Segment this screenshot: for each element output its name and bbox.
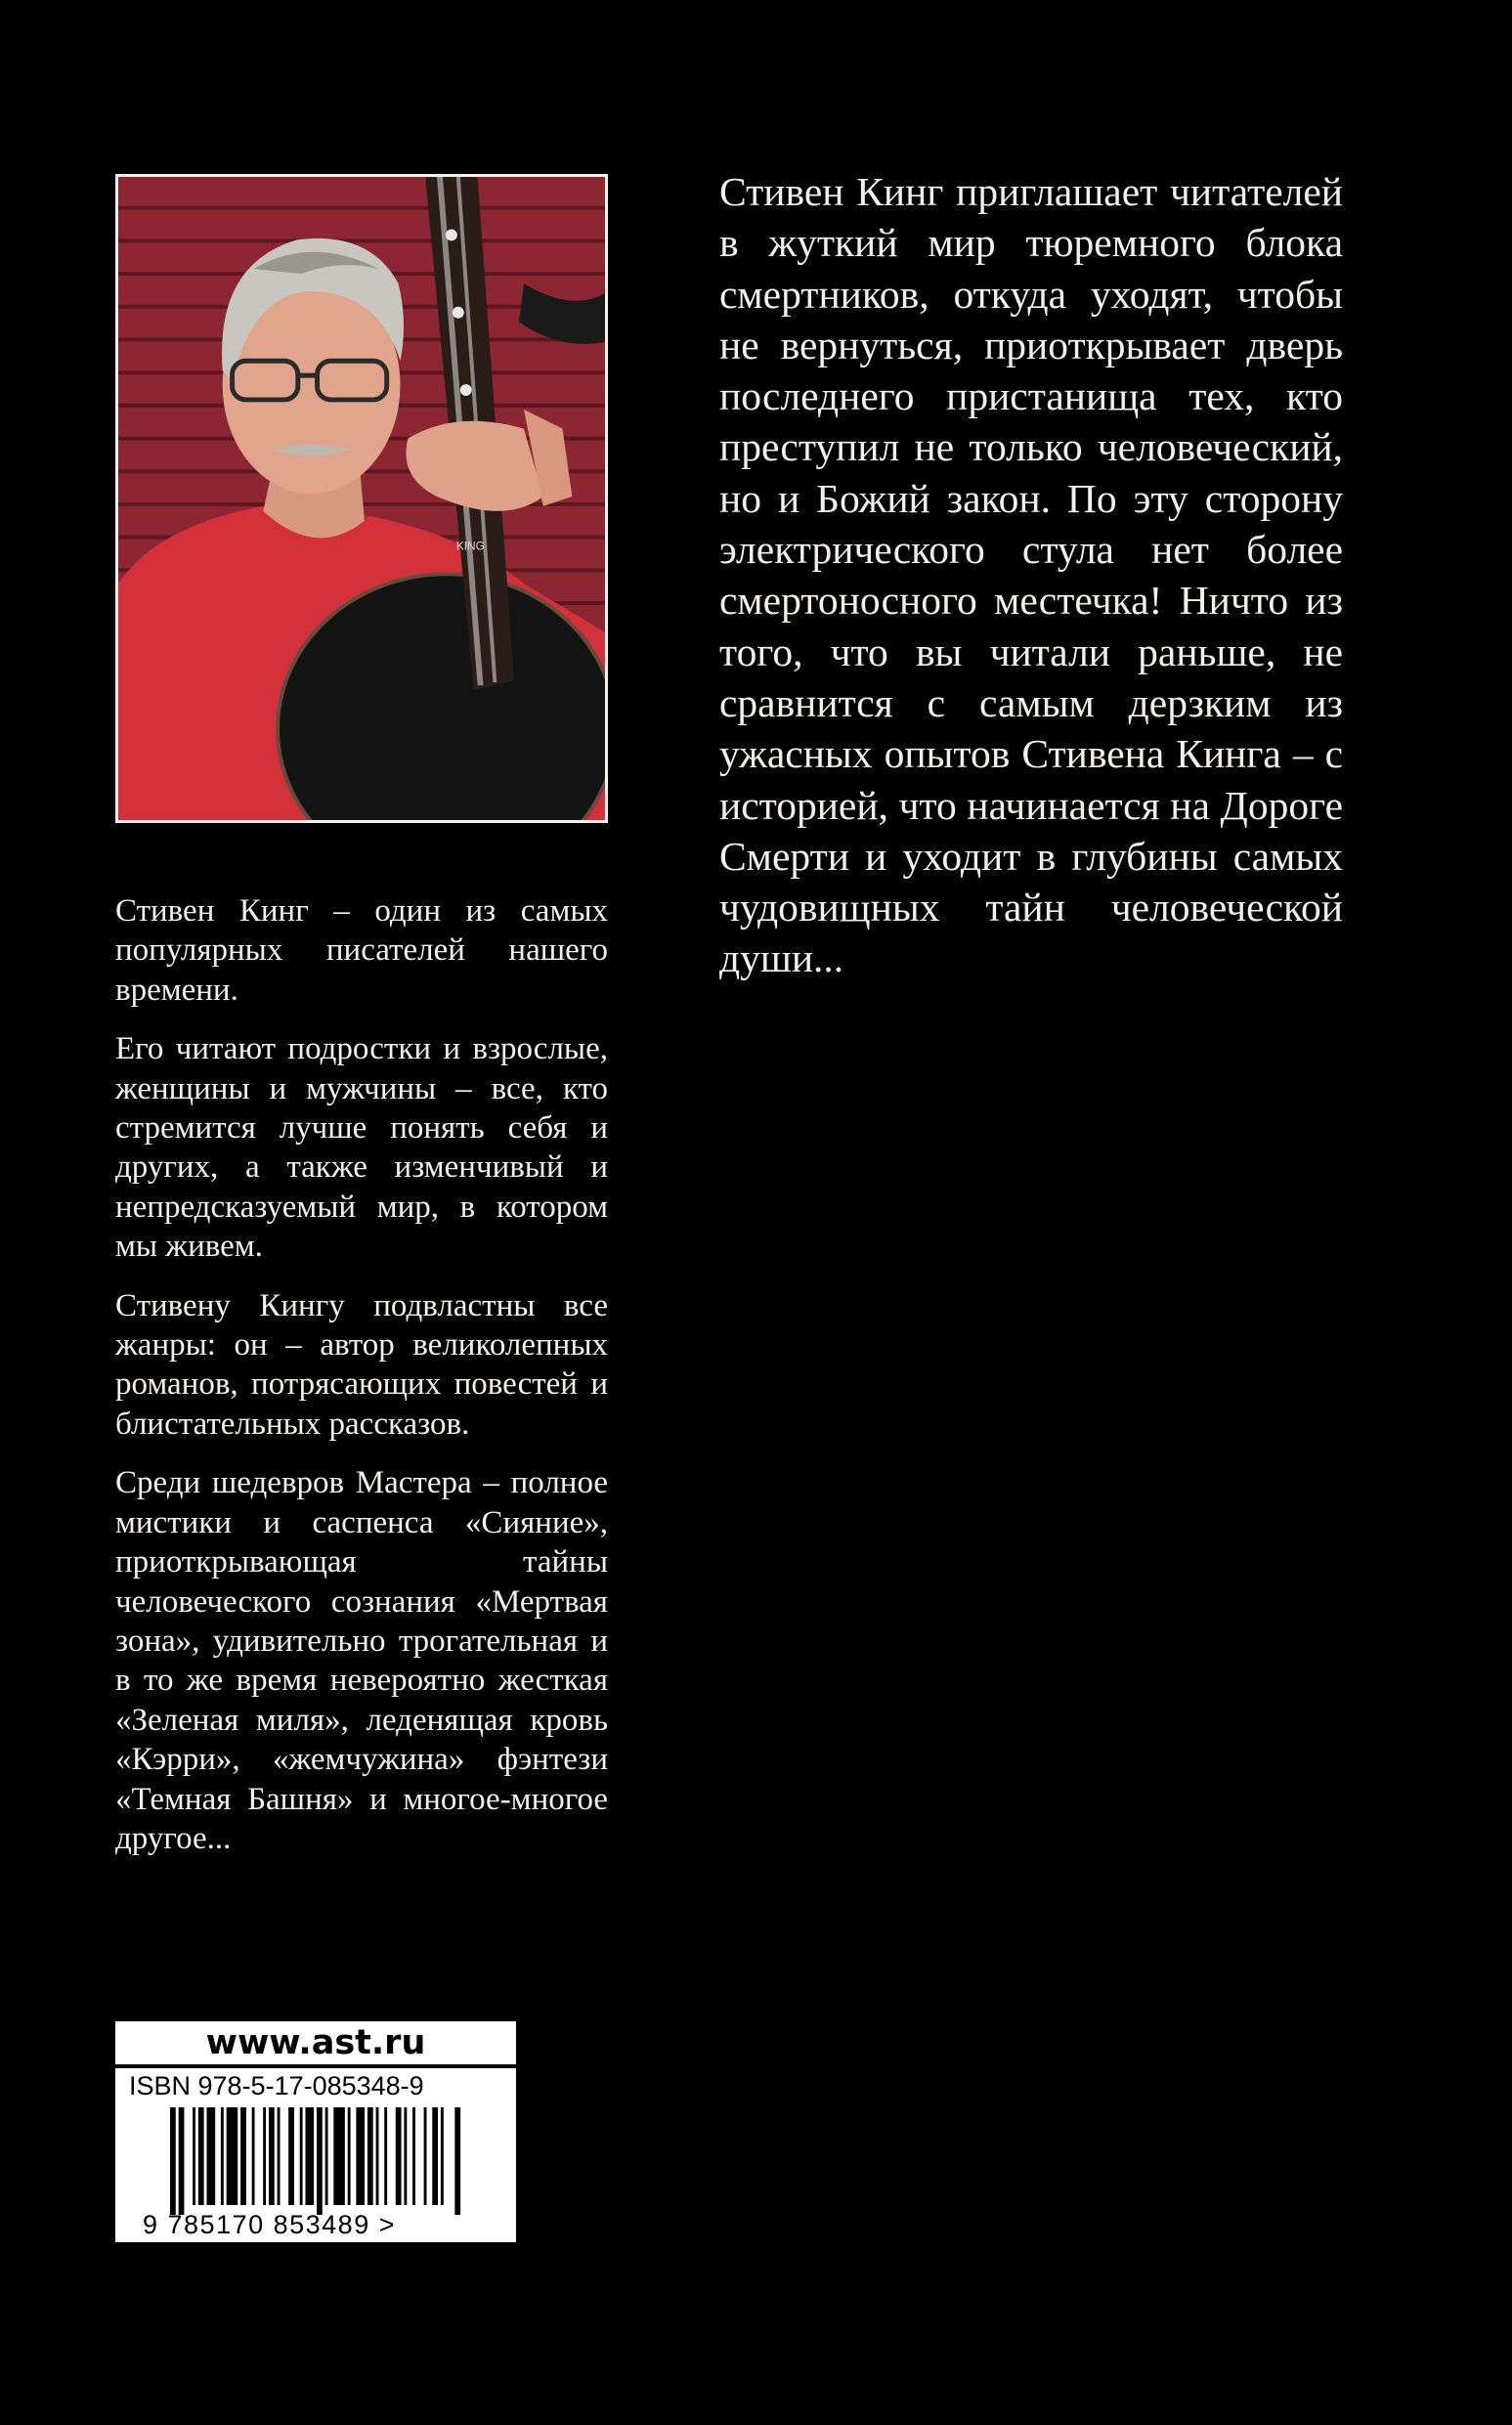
barcode-bar	[348, 2107, 351, 2205]
barcode-bar	[179, 2107, 185, 2215]
barcode-bar	[384, 2107, 387, 2205]
barcode-bar	[376, 2107, 379, 2205]
barcode-bar	[170, 2107, 176, 2215]
bio-paragraph: Его читают подростки и взрослые, женщины и мужчины – все, кто стремится лучше понять себя и других, а также изменчивый и непредсказуемый мир, в котором мы живем.	[115, 1031, 608, 1265]
barcode-bar	[193, 2107, 195, 2205]
barcode-bar	[227, 2107, 238, 2205]
isbn-text: ISBN 978-5-17-085348-9	[129, 2071, 424, 2100]
barcode-bar	[432, 2107, 438, 2205]
barcode-bar	[278, 2107, 281, 2205]
barcode-bar	[356, 2107, 365, 2205]
blurb-text: Стивен Кинг приглашает читателей в жуткий мир тюремного блока смертников, откуда уходят, чтобы не вернуться, приоткрывает дверь последнего пристанища тех, кто преступил не только человеческий, но и Божий закон. По эту сторону электрического стула нет более смертоносного местечка! Ничто из того, что вы читали раньше, не сравнится с самым дерзким из ужасных опытов Стивена Кинга – с историей, что начинается на Дороге Смерти и уходит в глубины самых чудовищных тайн человеческой души...	[719, 169, 1343, 981]
barcode-bar	[207, 2107, 216, 2205]
barcode-bar	[454, 2107, 460, 2215]
bio-paragraph: Стивену Кингу подвластны все жанры: он – автор великолепных романов, потрясающих повестей и блистательных рассказов.	[115, 1287, 608, 1442]
barcode-bar	[317, 2107, 323, 2215]
barcode-bar	[412, 2107, 415, 2205]
barcode-bar	[252, 2107, 255, 2205]
barcode-bar	[367, 2107, 373, 2205]
barcode-bar	[396, 2107, 402, 2205]
author-bio	[115, 891, 608, 1878]
bio-paragraph: Стивен Кинг – один из самых популярных писателей нашего времени.	[115, 893, 608, 1008]
divider	[115, 2064, 516, 2068]
author-photo-illustration	[118, 177, 605, 820]
author-photo	[115, 174, 608, 823]
barcode-bar	[441, 2107, 444, 2205]
barcode-bar	[404, 2107, 407, 2205]
publisher-website: www.ast.ru	[205, 2023, 426, 2062]
book-blurb	[719, 166, 1343, 984]
barcode-bar	[300, 2107, 303, 2205]
barcode-bar	[221, 2107, 224, 2205]
barcode-bar	[305, 2107, 314, 2205]
barcode-bar	[263, 2107, 266, 2205]
guitar-label: KING	[455, 539, 485, 553]
barcode-bar	[288, 2107, 294, 2205]
barcode-bar	[325, 2107, 328, 2205]
barcode-bar	[424, 2107, 427, 2205]
barcode-bar	[198, 2107, 204, 2205]
barcode-block	[115, 2021, 516, 2242]
barcode-number: 9 785170 853489 >	[143, 2210, 396, 2239]
bio-paragraph: Среди шедевров Мастера – полное мистики и саспенса «Сияние», приоткрывающая тайны человеческого сознания «Мертвая зона», удивительно трогательная и в то же время невероятно жесткая «Зеленая миля», леденящая кровь «Кэрри», «жемчужина» фэнтези «Темная Башня» и многое-многое другое...	[115, 1465, 608, 1856]
barcode-bar	[333, 2107, 345, 2205]
barcode-bar	[240, 2107, 246, 2205]
barcode-bar	[269, 2107, 275, 2205]
barcode-bars	[170, 2107, 463, 2215]
